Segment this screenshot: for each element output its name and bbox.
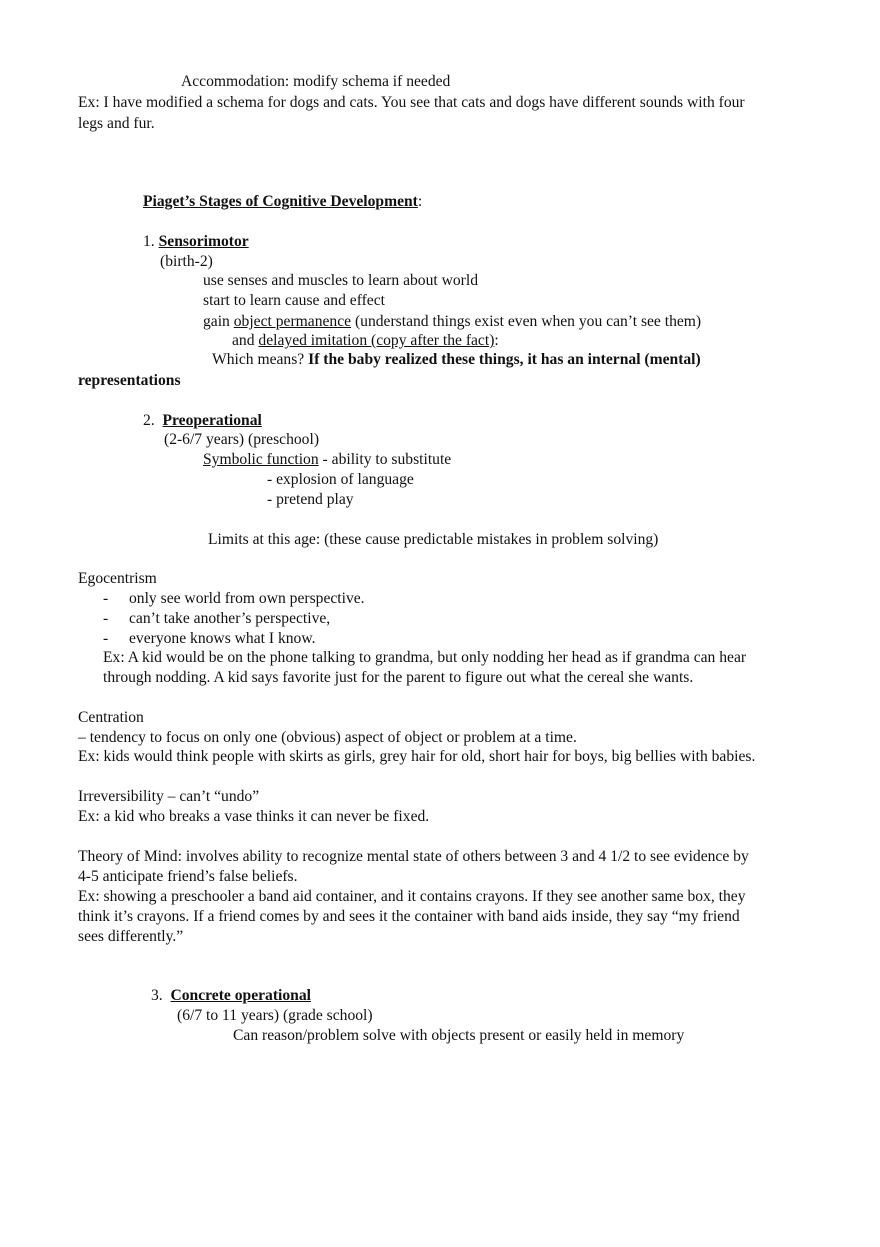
egocentrism-bullet-1-marker: - (103, 590, 109, 607)
theory-of-mind-example-line3: sees differently.” (78, 928, 184, 945)
theory-of-mind-example-line2: think it’s crayons. If a friend comes by and sees it the container with band aids inside, they say “my friend (78, 908, 740, 925)
stage2-heading (143, 411, 262, 431)
stage1-means-line2: representations (78, 372, 181, 389)
egocentrism-bullet-1: only see world from own perspective. (129, 590, 365, 607)
egocentrism-example-line1: Ex: A kid would be on the phone talking to grandma, but only nodding her head as if grandma can hear (103, 649, 747, 666)
egocentrism-bullet-2-marker: - (103, 610, 109, 627)
stage1-heading (143, 232, 249, 252)
stage3-item1: Can reason/problem solve with objects present or easily held in memory (233, 1027, 685, 1044)
stage2-ages: (2-6/7 years) (preschool) (164, 431, 320, 448)
stage2-name: Preoperational (162, 412, 262, 429)
theory-of-mind-line1: Theory of Mind: involves ability to recognize mental state of others between 3 and 4 1/2 to see evidence by (78, 848, 749, 865)
centration-heading: Centration (78, 709, 144, 726)
accommodation-heading: Accommodation: modify schema if needed (181, 73, 451, 90)
accommodation-example-line2: legs and fur. (78, 115, 155, 132)
stage1-item3 (203, 312, 701, 332)
stage1-item4-post: : (494, 332, 499, 349)
egocentrism-bullet-2: can’t take another’s perspective, (129, 610, 331, 627)
stage3-heading (151, 986, 311, 1006)
irreversibility-heading: Irreversibility – can’t “undo” (78, 788, 260, 805)
egocentrism-example-line2: through nodding. A kid says favorite just for the parent to figure out what the cereal she wants. (103, 669, 694, 686)
stage2-sub1: - explosion of language (267, 471, 414, 488)
egocentrism-bullet-3: everyone knows what I know. (129, 630, 316, 647)
stage1-ages: (birth-2) (160, 253, 213, 270)
stage3-ages: (6/7 to 11 years) (grade school) (177, 1007, 373, 1024)
centration-example: Ex: kids would think people with skirts as girls, grey hair for old, short hair for boys, big bellies with babies. (78, 748, 756, 765)
theory-of-mind-example-line1: Ex: showing a preschooler a band aid container, and it contains crayons. If they see another same box, they (78, 888, 746, 905)
object-permanence-term: object permanence (233, 313, 352, 330)
stage1-item2: start to learn cause and effect (203, 292, 385, 309)
theory-of-mind-line2: 4-5 anticipate friend’s false beliefs. (78, 868, 298, 885)
symbolic-function-rest: - ability to substitute (318, 451, 452, 468)
accommodation-example-line1: Ex: I have modified a schema for dogs and cats. You see that cats and dogs have different sounds with four (78, 94, 745, 111)
title-text: Piaget’s Stages of Cognitive Development (143, 193, 418, 210)
delayed-imitation-term: delayed imitation (copy after the fact) (258, 332, 495, 349)
stage1-item3-pre: gain (203, 313, 234, 330)
irreversibility-example: Ex: a kid who breaks a vase thinks it can never be fixed. (78, 808, 430, 825)
stage2-sub2: - pretend play (267, 491, 354, 508)
stage1-means-line1 (212, 350, 701, 370)
egocentrism-bullet-3-marker: - (103, 630, 109, 647)
title-colon: : (417, 193, 423, 210)
stage3-number: 3. (151, 987, 163, 1004)
stage1-name: Sensorimotor (158, 233, 249, 250)
symbolic-function-term: Symbolic function (203, 451, 319, 468)
stage2-number: 2. (143, 412, 155, 429)
stage3-name: Concrete operational (170, 987, 311, 1004)
means-label: Which means? (212, 351, 309, 368)
egocentrism-heading: Egocentrism (78, 570, 157, 587)
means-bold-line1: If the baby realized these things, it has an internal (mental) (308, 351, 701, 368)
page-title (143, 192, 422, 212)
centration-definition: – tendency to focus on only one (obvious) aspect of object or problem at a time. (78, 729, 577, 746)
symbolic-function-line (203, 450, 451, 470)
stage1-item3-post: (understand things exist even when you can’t see them) (351, 313, 702, 330)
stage1-item1: use senses and muscles to learn about world (203, 272, 478, 289)
stage2-limits: Limits at this age: (these cause predictable mistakes in problem solving) (208, 531, 659, 548)
stage1-number: 1. (143, 233, 155, 250)
stage1-item4 (232, 331, 499, 351)
stage1-item4-pre: and (232, 332, 259, 349)
